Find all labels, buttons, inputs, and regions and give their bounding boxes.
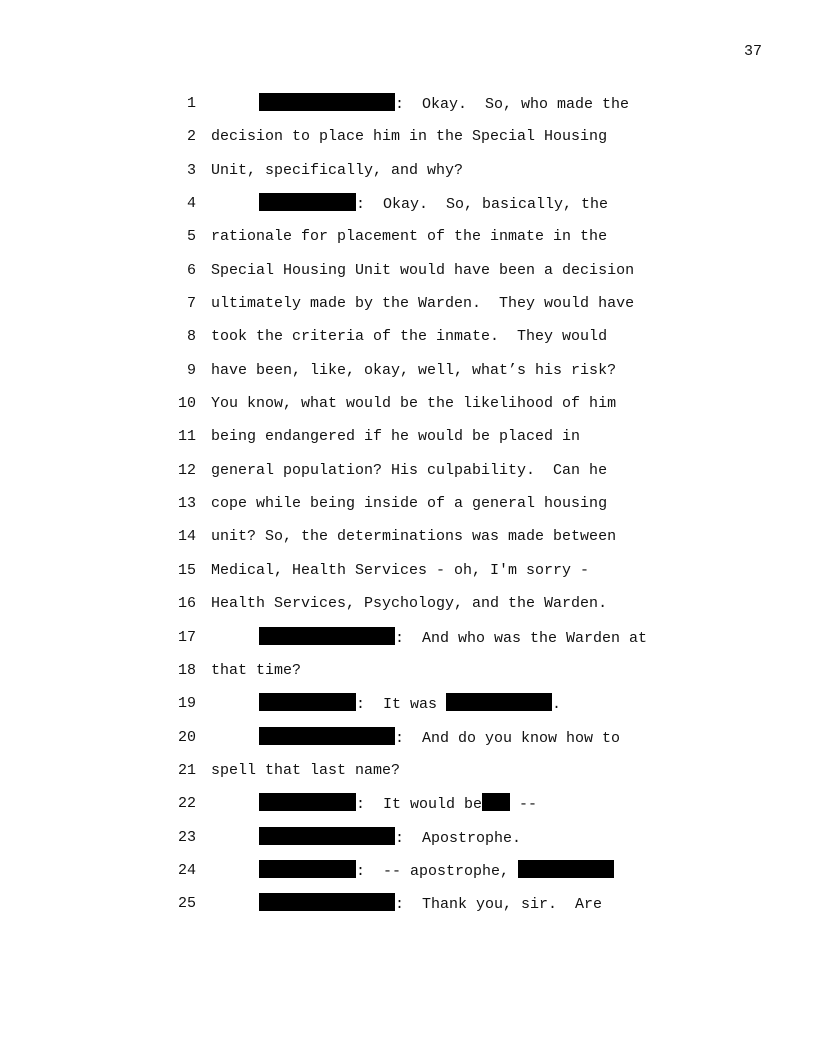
line-text	[259, 860, 614, 883]
line-text	[211, 293, 634, 315]
transcript-line	[0, 560, 816, 593]
transcript-line	[0, 893, 816, 926]
line-text	[211, 460, 607, 482]
line-text-segment: : And who was the Warden at	[395, 629, 648, 647]
line-text	[211, 660, 301, 682]
line-text-segment: spell that last name?	[211, 761, 401, 779]
line-number: 21	[177, 761, 196, 779]
line-text-segment: : And do you know how to	[395, 729, 621, 747]
transcript-line	[0, 693, 816, 726]
line-text-segment: that time?	[211, 661, 302, 679]
line-text	[259, 627, 647, 650]
line-number: 8	[186, 328, 196, 346]
line-text-segment: : It was	[356, 696, 447, 714]
line-text	[211, 493, 607, 515]
line-text	[211, 760, 400, 782]
line-text	[211, 393, 616, 415]
line-text	[211, 560, 589, 582]
line-text-segment: : -- apostrophe,	[356, 862, 519, 880]
line-text	[211, 160, 463, 182]
line-number: 19	[177, 695, 196, 713]
line-number: 14	[177, 528, 196, 546]
line-text	[259, 793, 537, 816]
transcript-line	[0, 160, 816, 193]
transcript-line	[0, 827, 816, 860]
redaction-box	[259, 860, 356, 878]
line-text-segment: decision to place him in the Special Housing	[211, 128, 608, 146]
line-text-segment: took the criteria of the inmate. They would	[211, 328, 608, 346]
redaction-box	[259, 93, 395, 111]
line-text	[259, 827, 521, 850]
line-number: 1	[186, 95, 196, 112]
line-number: 4	[186, 195, 196, 213]
line-number: 24	[177, 861, 196, 879]
transcript-line	[0, 493, 816, 526]
transcript-line	[0, 860, 816, 893]
redaction-box	[259, 827, 395, 845]
line-text-segment: being endangered if he would be placed in	[211, 428, 581, 446]
redaction-box	[259, 693, 356, 711]
line-number: 5	[186, 228, 196, 246]
line-number: 18	[177, 661, 196, 679]
transcript-line	[0, 526, 816, 559]
line-number: 15	[177, 561, 196, 579]
transcript-line	[0, 326, 816, 359]
line-text	[211, 126, 607, 148]
line-text	[211, 226, 607, 248]
transcript-line	[0, 226, 816, 259]
line-text	[211, 426, 580, 448]
line-number: 9	[186, 361, 196, 379]
transcript-line	[0, 426, 816, 459]
line-text-segment: rationale for placement of the inmate in the	[211, 228, 608, 246]
transcript-line	[0, 293, 816, 326]
line-number: 11	[177, 428, 196, 446]
line-text-segment: Medical, Health Services - oh, I'm sorry -	[211, 561, 590, 579]
line-number: 20	[177, 728, 196, 746]
line-text	[259, 93, 629, 116]
line-text-segment: : Apostrophe.	[395, 829, 522, 847]
line-text	[211, 360, 616, 382]
line-text-segment: ultimately made by the Warden. They would have	[211, 295, 635, 313]
page-number: 37	[743, 43, 762, 60]
line-number: 16	[177, 595, 196, 613]
transcript-line	[0, 627, 816, 660]
line-text-segment: You know, what would be the likelihood of him	[211, 395, 617, 413]
line-text-segment: Health Services, Psychology, and the Warden.	[211, 595, 608, 613]
redaction-box	[482, 793, 510, 811]
line-text-segment: have been, like, okay, well, what’s his risk?	[211, 361, 617, 379]
line-number: 17	[177, 628, 196, 646]
line-text-segment: : Thank you, sir. Are	[395, 896, 603, 914]
transcript-body	[0, 93, 816, 927]
line-number: 25	[177, 895, 196, 913]
line-text-segment: Special Housing Unit would have been a decision	[211, 261, 635, 279]
redaction-box	[259, 727, 395, 745]
line-text	[259, 693, 561, 716]
line-text-segment: general population? His culpability. Can he	[211, 461, 608, 479]
line-text	[211, 326, 607, 348]
transcript-line	[0, 727, 816, 760]
line-text	[259, 893, 602, 916]
transcript-line	[0, 760, 816, 793]
line-text	[211, 526, 616, 548]
transcript-line	[0, 593, 816, 626]
line-text-segment: Unit, specifically, and why?	[211, 161, 464, 179]
line-text-segment: : Okay. So, basically, the	[356, 196, 609, 214]
line-text	[259, 193, 608, 216]
line-number: 22	[177, 795, 196, 813]
line-text-segment: unit? So, the determinations was made between	[211, 528, 617, 546]
redaction-box	[259, 627, 395, 645]
line-number: 10	[177, 395, 196, 413]
line-text-segment: : Okay. So, who made the	[395, 96, 630, 113]
transcript-line	[0, 460, 816, 493]
line-text	[211, 260, 634, 282]
line-number: 12	[177, 461, 196, 479]
redaction-box	[259, 793, 356, 811]
line-number: 23	[177, 828, 196, 846]
redaction-box	[518, 860, 614, 878]
line-number: 2	[186, 128, 196, 146]
transcript-line	[0, 126, 816, 159]
line-number: 7	[186, 295, 196, 313]
redaction-box	[259, 193, 356, 211]
line-number: 13	[177, 495, 196, 513]
line-text-segment: cope while being inside of a general housing	[211, 495, 608, 513]
line-number: 3	[186, 161, 196, 179]
transcript-line	[0, 793, 816, 826]
redaction-box	[259, 893, 395, 911]
transcript-line	[0, 393, 816, 426]
transcript-line	[0, 193, 816, 226]
line-text-segment: --	[510, 796, 538, 814]
redaction-box	[446, 693, 552, 711]
transcript-line	[0, 660, 816, 693]
line-text-segment: .	[552, 696, 562, 714]
transcript-line	[0, 360, 816, 393]
line-number: 6	[186, 261, 196, 279]
line-text-segment: : It would be	[356, 796, 483, 814]
line-text	[211, 593, 607, 615]
transcript-line	[0, 260, 816, 293]
transcript-line	[0, 93, 816, 126]
line-text	[259, 727, 620, 750]
